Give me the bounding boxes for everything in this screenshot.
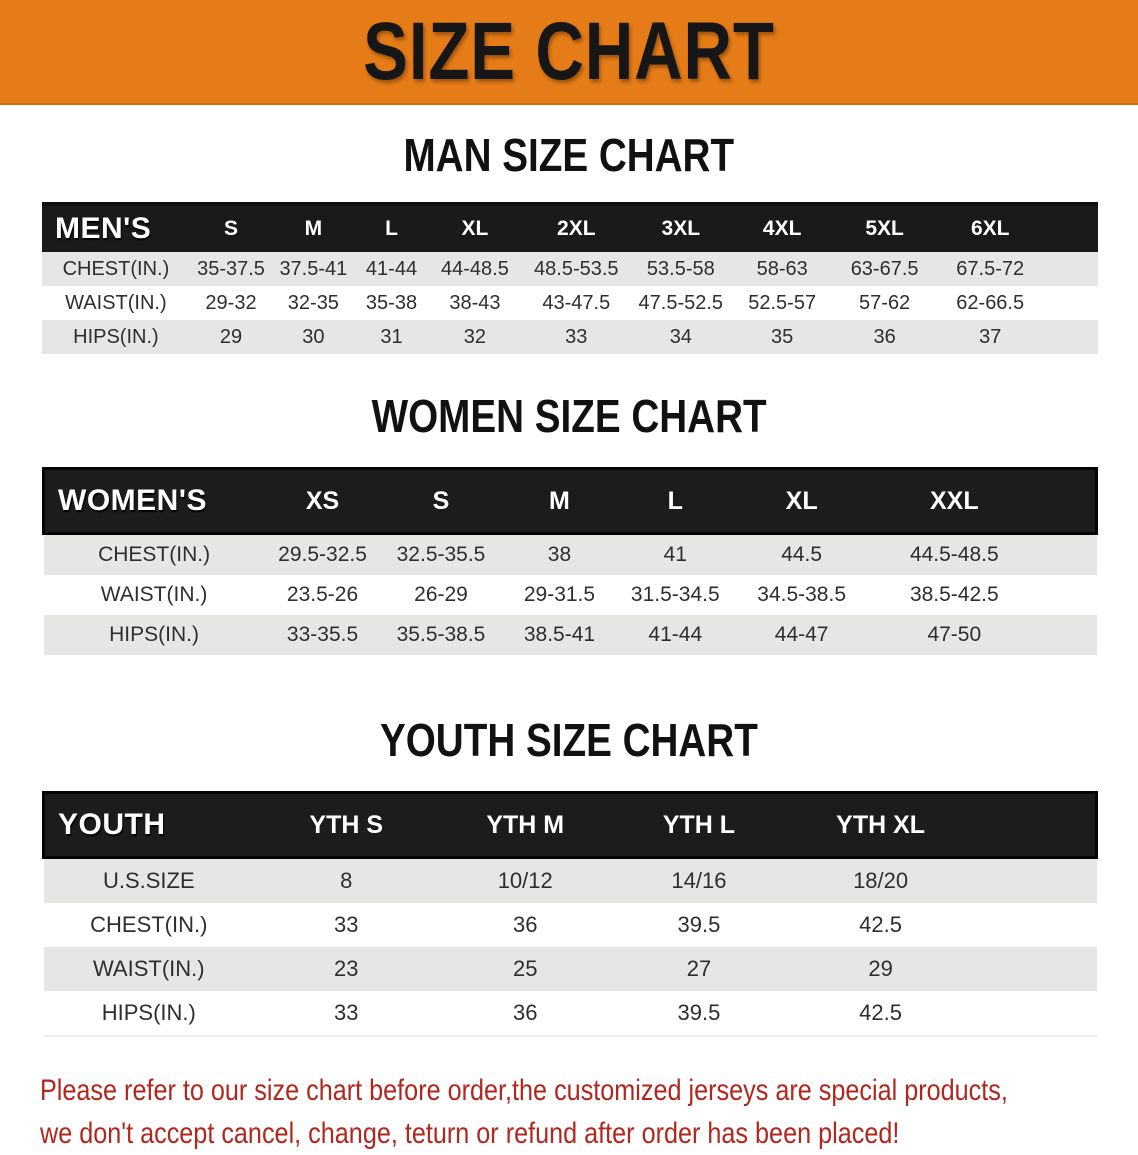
table-cell: 42.5 <box>786 903 976 947</box>
row-label: HIPS(IN.) <box>44 615 265 655</box>
table-cell: 52.5-57 <box>730 286 833 320</box>
table-cell: 30 <box>272 320 354 354</box>
mens-size-table <box>42 202 1098 354</box>
column-header: 2XL <box>521 204 631 252</box>
column-header: 5XL <box>834 204 935 252</box>
table-row <box>42 286 1098 320</box>
man-size-chart-heading-text: MAN SIZE CHART <box>403 129 735 181</box>
column-header: L <box>355 204 429 252</box>
table-cell: 14/16 <box>612 858 786 904</box>
table-cell: 36 <box>834 320 935 354</box>
column-header: S <box>380 469 501 534</box>
table-cell: 39.5 <box>612 991 786 1036</box>
table-cell: 29-32 <box>190 286 272 320</box>
table-cell: 35.5-38.5 <box>380 615 501 655</box>
man-size-chart-heading <box>0 129 1138 181</box>
table-cell: 38.5-42.5 <box>870 575 1038 615</box>
table-cell: 47.5-52.5 <box>631 286 730 320</box>
row-label: CHEST(IN.) <box>42 252 190 286</box>
column-header: L <box>617 469 733 534</box>
column-header: YTH XL <box>786 793 976 858</box>
women-size-chart-heading <box>0 390 1138 442</box>
spacer-cell <box>975 858 1096 904</box>
spacer-cell <box>1045 286 1098 320</box>
table-row <box>42 252 1098 286</box>
table-cell: 33 <box>254 903 438 947</box>
table-cell: 37 <box>935 320 1045 354</box>
table-cell: 41-44 <box>355 252 429 286</box>
table-header-row <box>44 469 1097 534</box>
table-cell: 29 <box>786 947 976 991</box>
table-cell: 35 <box>730 320 833 354</box>
table-cell: 38.5-41 <box>502 615 618 655</box>
table-row <box>42 320 1098 354</box>
table-cell: 37.5-41 <box>272 252 354 286</box>
row-label: CHEST(IN.) <box>44 534 265 576</box>
table-cell: 23.5-26 <box>265 575 381 615</box>
table-cell: 33 <box>521 320 631 354</box>
spacer-cell <box>1045 204 1098 252</box>
table-cell: 44-47 <box>733 615 870 655</box>
banner-title: SIZE CHART <box>363 5 775 97</box>
womens-size-table <box>42 467 1098 655</box>
column-header: S <box>190 204 272 252</box>
table-cell: 44.5 <box>733 534 870 576</box>
table-cell: 31.5-34.5 <box>617 575 733 615</box>
disclaimer-line-1: Please refer to our size chart before order,the customized jerseys are special products, <box>40 1074 1008 1107</box>
table-cell: 33 <box>254 991 438 1036</box>
table-cell: 62-66.5 <box>935 286 1045 320</box>
table-row <box>44 575 1097 615</box>
table-cell: 25 <box>438 947 612 991</box>
table-cell: 63-67.5 <box>834 252 935 286</box>
table-cell: 32-35 <box>272 286 354 320</box>
table-row <box>44 903 1097 947</box>
table-cell: 27 <box>612 947 786 991</box>
spacer-cell <box>1039 575 1097 615</box>
spacer-cell <box>1045 252 1098 286</box>
table-cell: 35-38 <box>355 286 429 320</box>
table-header-row <box>42 204 1098 252</box>
table-cell: 29.5-32.5 <box>265 534 381 576</box>
table-cell: 29-31.5 <box>502 575 618 615</box>
table-row <box>44 947 1097 991</box>
column-header: XL <box>733 469 870 534</box>
women-size-chart-heading-text: WOMEN SIZE CHART <box>371 390 767 442</box>
row-label: CHEST(IN.) <box>44 903 255 947</box>
table-cell: 33-35.5 <box>265 615 381 655</box>
table-cell: 29 <box>190 320 272 354</box>
spacer-cell <box>1039 534 1097 576</box>
row-label: U.S.SIZE <box>44 858 255 904</box>
column-header: YTH M <box>438 793 612 858</box>
table-cell: 18/20 <box>786 858 976 904</box>
row-label: WAIST(IN.) <box>44 575 265 615</box>
column-header: M <box>502 469 618 534</box>
row-label: HIPS(IN.) <box>44 991 255 1036</box>
table-cell: 39.5 <box>612 903 786 947</box>
spacer-cell <box>975 991 1096 1036</box>
column-header: 6XL <box>935 204 1045 252</box>
table-row <box>44 991 1097 1036</box>
spacer-cell <box>1039 615 1097 655</box>
table-cell: 35-37.5 <box>190 252 272 286</box>
table-cell: 53.5-58 <box>631 252 730 286</box>
spacer-cell <box>975 903 1096 947</box>
column-header: YTH L <box>612 793 786 858</box>
disclaimer-text <box>0 1069 1138 1155</box>
disclaimer-line-2: we don't accept cancel, change, teturn or refund after order has been placed! <box>40 1117 900 1150</box>
table-header-label: MEN'S <box>42 204 190 252</box>
table-cell: 41 <box>617 534 733 576</box>
table-cell: 48.5-53.5 <box>521 252 631 286</box>
table-cell: 58-63 <box>730 252 833 286</box>
column-header: XS <box>265 469 381 534</box>
column-header: XL <box>428 204 521 252</box>
table-header-label: WOMEN'S <box>44 469 265 534</box>
table-cell: 38 <box>502 534 618 576</box>
table-row <box>44 858 1097 904</box>
size-chart-banner <box>0 0 1138 105</box>
table-cell: 43-47.5 <box>521 286 631 320</box>
column-header: M <box>272 204 354 252</box>
table-cell: 32 <box>428 320 521 354</box>
table-cell: 42.5 <box>786 991 976 1036</box>
column-header: YTH S <box>254 793 438 858</box>
table-cell: 44.5-48.5 <box>870 534 1038 576</box>
youth-size-chart-heading <box>0 714 1138 766</box>
table-cell: 41-44 <box>617 615 733 655</box>
table-cell: 31 <box>355 320 429 354</box>
table-cell: 67.5-72 <box>935 252 1045 286</box>
youth-size-chart-heading-text: YOUTH SIZE CHART <box>380 714 758 766</box>
table-cell: 57-62 <box>834 286 935 320</box>
table-header-row <box>44 793 1097 858</box>
table-cell: 8 <box>254 858 438 904</box>
spacer-cell <box>975 793 1096 858</box>
table-cell: 32.5-35.5 <box>380 534 501 576</box>
table-cell: 34.5-38.5 <box>733 575 870 615</box>
column-header: 3XL <box>631 204 730 252</box>
table-cell: 44-48.5 <box>428 252 521 286</box>
table-cell: 47-50 <box>870 615 1038 655</box>
spacer-cell <box>975 947 1096 991</box>
column-header: 4XL <box>730 204 833 252</box>
youth-size-table <box>42 791 1098 1037</box>
column-header: XXL <box>870 469 1038 534</box>
table-cell: 34 <box>631 320 730 354</box>
spacer-cell <box>1039 469 1097 534</box>
table-cell: 10/12 <box>438 858 612 904</box>
table-cell: 38-43 <box>428 286 521 320</box>
table-row <box>44 615 1097 655</box>
row-label: WAIST(IN.) <box>44 947 255 991</box>
row-label: HIPS(IN.) <box>42 320 190 354</box>
row-label: WAIST(IN.) <box>42 286 190 320</box>
table-header-label: YOUTH <box>44 793 255 858</box>
table-cell: 23 <box>254 947 438 991</box>
table-cell: 36 <box>438 991 612 1036</box>
table-row <box>44 534 1097 576</box>
table-cell: 26-29 <box>380 575 501 615</box>
spacer-cell <box>1045 320 1098 354</box>
table-cell: 36 <box>438 903 612 947</box>
